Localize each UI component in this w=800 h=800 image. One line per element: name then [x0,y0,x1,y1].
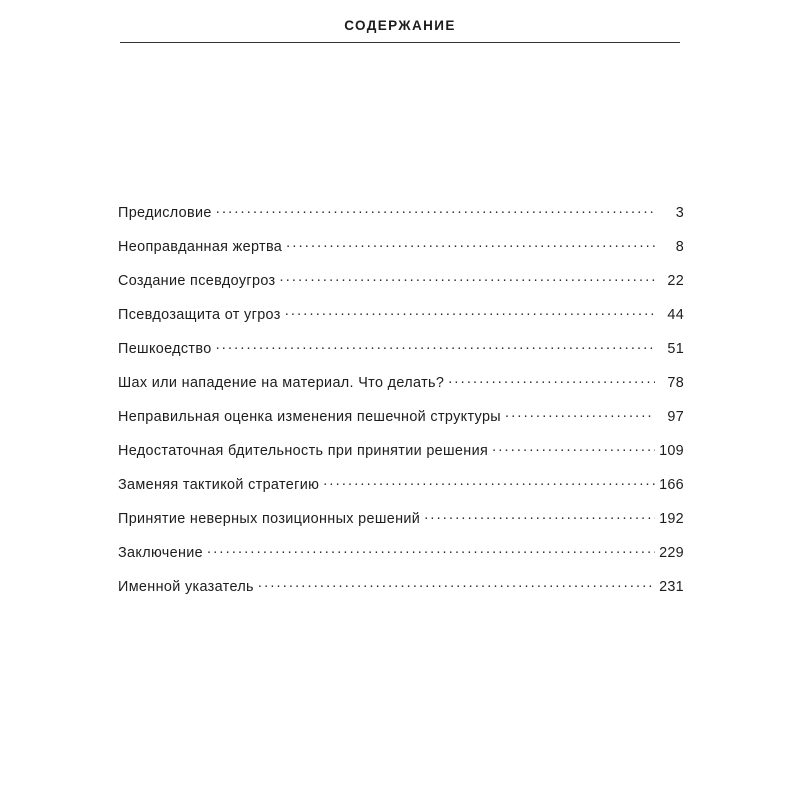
toc-entry-title: Создание псевдоугроз [118,273,276,290]
toc-entry-title: Заменяя тактикой стратегию [118,477,320,494]
toc-entry[interactable] [118,577,684,611]
toc-entry[interactable] [118,271,684,305]
toc-entry-page: 22 [667,273,684,290]
toc-leader-dots [286,237,655,251]
toc-entry[interactable] [118,237,684,271]
toc-leader-dots [216,203,655,217]
header-divider [120,42,680,43]
toc-entry[interactable] [118,441,684,475]
toc-leader-dots [492,441,655,455]
toc-leader-dots [280,271,655,285]
toc-entry[interactable] [118,543,684,577]
page-title: СОДЕРЖАНИЕ [344,18,456,33]
toc-entry-page: 51 [667,341,684,358]
toc-entry-page: 97 [667,409,684,426]
toc-entry-page: 229 [659,545,684,562]
toc-entry-title: Недостаточная бдительность при принятии решения [118,443,489,460]
toc-leader-dots [424,509,655,523]
toc-entry-page: 78 [667,375,684,392]
table-of-contents [118,203,684,611]
toc-entry-title: Заключение [118,545,204,562]
toc-leader-dots [505,407,655,421]
toc-entry-title: Неправильная оценка изменения пешечной структуры [118,409,501,426]
toc-leader-dots [285,305,655,319]
toc-leader-dots [216,339,655,353]
toc-entry[interactable] [118,339,684,373]
toc-entry[interactable] [118,305,684,339]
toc-entry-page: 3 [675,205,684,222]
page-header [120,18,680,43]
toc-entry-title: Именной указатель [118,579,254,596]
toc-entry[interactable] [118,203,684,237]
toc-entry-title: Псевдозащита от угроз [118,307,281,324]
toc-entry[interactable] [118,373,684,407]
toc-entry[interactable] [118,407,684,441]
toc-leader-dots [323,475,655,489]
toc-entry-title: Принятие неверных позиционных решений [118,511,421,528]
toc-entry-page: 44 [667,307,684,324]
toc-entry-page: 8 [675,239,684,256]
toc-entry[interactable] [118,509,684,543]
toc-entry[interactable] [118,475,684,509]
toc-entry-page: 231 [659,579,684,596]
toc-leader-dots [448,373,655,387]
toc-entry-title: Шах или нападение на материал. Что делать? [118,375,445,392]
toc-entry-title: Пешкоедство [118,341,212,358]
toc-entry-title: Неоправданная жертва [118,239,283,256]
toc-entry-page: 109 [659,443,684,460]
toc-entry-page: 192 [659,511,684,528]
toc-leader-dots [207,543,655,557]
toc-leader-dots [258,577,655,591]
toc-entry-title: Предисловие [118,205,212,222]
toc-entry-page: 166 [659,477,684,494]
